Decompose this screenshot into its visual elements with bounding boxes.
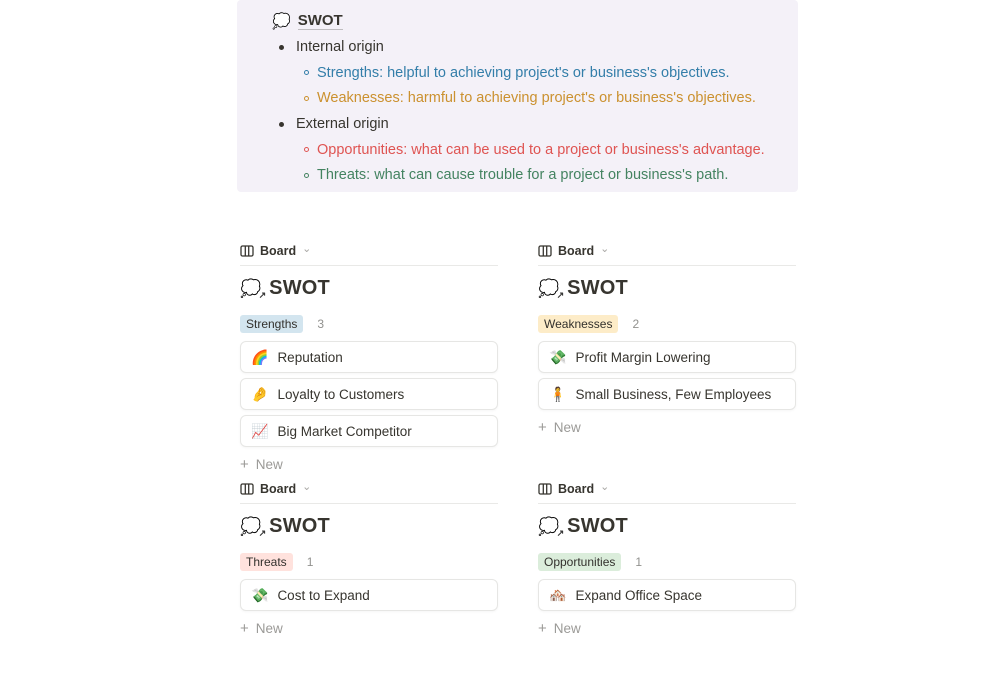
card-title: Profit Margin Lowering [575,349,711,365]
board-view-label: Board [558,481,595,496]
board-view-switcher[interactable]: Board ⌄ [240,242,498,259]
pinched-fingers-icon: 🤌 [251,386,269,402]
board-view-opportunities [538,480,796,637]
card-title: Reputation [277,349,343,365]
bullet-weaknesses [272,86,782,112]
card-small-business-few-employees[interactable] [538,378,796,410]
group-header [538,315,796,333]
card-list [240,579,498,611]
bullet-text: Opportunities: what can be used to a project or business's advantage. [317,141,765,158]
linked-db-title[interactable] [240,275,498,302]
board-view-label: Board [260,481,297,496]
bullet-strengths [272,60,782,86]
thought-balloon-icon: 💭 ↗ [538,517,565,538]
link-arrow-icon: ↗ [258,290,267,300]
divider [538,503,796,504]
sub-bullet-icon [304,173,309,178]
houses-icon: 🏘️ [549,587,567,603]
plus-icon: + [240,455,249,473]
thought-balloon-icon: 💭 ↗ [240,279,267,300]
sub-bullet-icon [304,147,309,152]
card-list [240,341,498,447]
card-expand-office-space[interactable] [538,579,796,611]
linked-db-title[interactable] [538,275,796,302]
card-title: Big Market Competitor [277,423,412,439]
card-big-market-competitor[interactable] [240,415,498,447]
bullet-external-origin [272,111,782,137]
money-with-wings-icon: 💸 [549,349,567,365]
divider [240,503,498,504]
thought-balloon-icon: 💭 ↗ [240,517,267,538]
board-icon [538,482,552,496]
link-arrow-icon: ↗ [258,528,267,538]
link-arrow-icon: ↗ [556,290,565,300]
group-count: 2 [632,317,640,331]
bullet-icon [279,45,284,50]
plus-icon: + [240,619,249,637]
board-icon [240,244,254,258]
bullet-internal-origin [272,34,782,60]
board-view-threats [240,480,498,637]
group-badge-opportunities[interactable]: Opportunities [538,553,621,571]
new-label: New [553,620,581,636]
group-header [240,553,498,571]
rainbow-icon: 🌈 [251,349,269,365]
bullet-label: Internal origin [296,39,384,55]
db-title-text: SWOT [567,515,628,537]
group-badge-weaknesses[interactable]: Weaknesses [538,315,618,333]
board-view-switcher[interactable]: Board ⌄ [538,480,796,497]
new-card-button[interactable] [538,619,796,637]
board-view-switcher[interactable]: Board ⌄ [538,242,796,259]
new-card-button[interactable] [240,455,498,473]
card-title: Small Business, Few Employees [575,386,772,402]
thought-balloon-icon: 💭 ↗ [538,279,565,300]
sub-bullet-icon [304,70,309,75]
card-reputation[interactable] [240,341,498,373]
board-view-strengths [240,242,498,473]
divider [240,265,498,266]
chart-increasing-icon: 📈 [251,423,269,439]
group-count: 3 [317,317,325,331]
link-arrow-icon: ↗ [556,528,565,538]
board-icon [240,482,254,496]
linked-db-title[interactable] [538,513,796,540]
card-title: Loyalty to Customers [277,386,405,402]
new-card-button[interactable] [240,619,498,637]
board-view-label: Board [260,243,297,258]
sub-bullet-icon [304,96,309,101]
board-icon [538,244,552,258]
new-label: New [255,620,283,636]
plus-icon: + [538,619,547,637]
person-standing-icon: 🧍 [549,386,567,402]
db-title-text: SWOT [269,277,330,299]
card-loyalty-to-customers[interactable] [240,378,498,410]
card-title: Cost to Expand [277,587,370,603]
new-card-button[interactable] [538,418,796,436]
new-label: New [553,419,581,435]
card-profit-margin-lowering[interactable] [538,341,796,373]
new-label: New [255,456,283,472]
group-badge-threats[interactable]: Threats [240,553,293,571]
callout-title-row [272,8,782,34]
swot-page-link[interactable]: SWOT [297,12,343,29]
board-view-weaknesses [538,242,796,436]
db-title-text: SWOT [567,277,628,299]
group-count: 1 [635,555,643,569]
db-title-text: SWOT [269,515,330,537]
bullet-icon [279,122,284,127]
bullet-label: External origin [296,116,389,132]
card-title: Expand Office Space [575,587,703,603]
divider [538,265,796,266]
thought-balloon-icon: 💭 [272,12,291,30]
group-count: 1 [306,555,314,569]
bullet-text: Strengths: helpful to achieving project's or business's objectives. [317,64,730,81]
group-badge-strengths[interactable]: Strengths [240,315,303,333]
swot-callout [237,0,798,192]
card-list [538,579,796,611]
board-view-switcher[interactable]: Board ⌄ [240,480,498,497]
bullet-text: Weaknesses: harmful to achieving project's or business's objectives. [317,90,756,107]
group-header [240,315,498,333]
linked-db-title[interactable] [240,513,498,540]
bullet-threats [272,163,782,189]
money-with-wings-icon: 💸 [251,587,269,603]
board-view-label: Board [558,243,595,258]
bullet-text: Threats: what can cause trouble for a project or business's path. [317,167,729,184]
bullet-opportunities [272,137,782,163]
card-list [538,341,796,410]
card-cost-to-expand[interactable] [240,579,498,611]
group-header [538,553,796,571]
plus-icon: + [538,418,547,436]
